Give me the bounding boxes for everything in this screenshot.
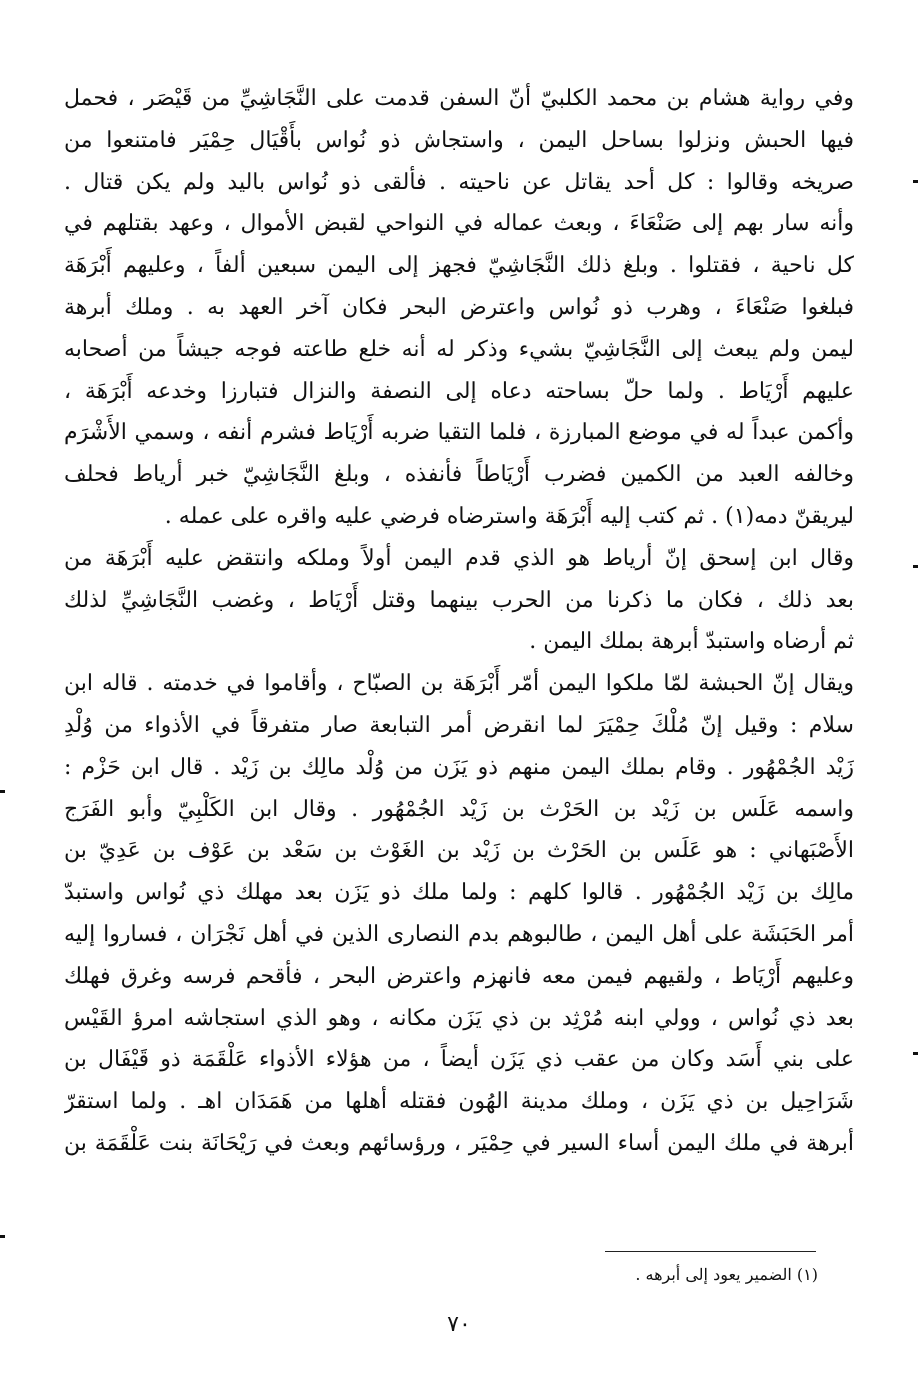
- text-line: مالِك بن زَيْد الجُمْهُور . قالوا كلهم : ولما ملك ذو يَزَن بعد مهلك ذي نُواس واستبدّ: [64, 880, 854, 906]
- text-line: واسمه عَلَس بن زَيْد بن الحَرْث بن زَيْد الجُمْهُور . وقال ابن الكَلْبِيّ وأبو الفَرَج: [64, 796, 854, 822]
- text-line: أبرهة في ملك اليمن أساء السير في حِمْيَر ، ورؤسائهم وبعث في رَيْحَانَة بنت عَلْقَمَة بن: [64, 1130, 854, 1156]
- text-line: ثم أرضاه واستبدّ أبرهة بملك اليمن .: [529, 629, 854, 655]
- margin-mark: [913, 180, 918, 183]
- text-line: صريخه وقالوا : كل أحد يقاتل عن ناحيته . فألقى ذو نُواس باليد ولم يكن قتال .: [64, 169, 854, 195]
- text-line: سلام : وقيل إنّ مُلْكَ حِمْيَرَ لما انقرض أمر التبابعة صار متفرقاً في الأذواء من وُلْدِ: [64, 712, 854, 738]
- margin-mark: [0, 1235, 5, 1238]
- text-line: ويقال إنّ الحبشة لمّا ملكوا اليمن أمّر أَبْرَهَة بن الصبّاح ، وأقاموا في خدمته . قاله ابن: [64, 671, 854, 697]
- text-line: فيها الحبش ونزلوا بساحل اليمن ، واستجاش ذو نُواس بأَقْيَال حِمْيَر فامتنعوا من: [64, 127, 854, 153]
- text-line: بعد ذي نُواس ، وولي ابنه مُرْثِد بن ذي يَزَن مكانه ، وهو الذي استجاشه امرؤ القَيْس: [64, 1005, 854, 1031]
- text-line: فبلغوا صَنْعَاءَ ، وهرب ذو نُواس واعترض البحر فكان آخر العهد به . وملك أبرهة: [64, 294, 854, 320]
- text-line: ليمن ولم يبعث إلى النَّجَاشِيّ بشيء وذكر له أنه خلع طاعته فوجه جيشاً من أصحابه: [64, 336, 854, 362]
- text-line: وفي رواية هشام بن محمد الكلبيّ أنّ السفن قدمت على النَّجَاشِيِّ من قَيْصَر ، فحمل: [64, 86, 854, 111]
- text-line: أمر الحَبَشَة على أهل اليمن ، طالبوهم بدم النصارى الذين في أهل نَجْرَان ، فساروا إليه: [64, 921, 854, 947]
- text-line: زَيْد الجُمْهُور . وقام بملك اليمن منهم ذو يَزَن من وُلْد مالِك بن زَيْد . قال ابن حَزْم :: [64, 754, 854, 780]
- text-line: ليريقنّ دمه(١) . ثم كتب إليه أَبْرَهَة واسترضاه فرضي عليه واقره على عمله .: [164, 503, 854, 529]
- body-text: [64, 78, 854, 1165]
- margin-mark: [913, 1052, 918, 1055]
- footnote: (١) الضمير يعود إلى أبرهه .: [635, 1265, 818, 1284]
- text-line: على بني أَسَد وكان من عقب ذي يَزَن أيضاً ، من هؤلاء الأذواء عَلْقَمَة ذو قَيْفَال بن: [64, 1047, 854, 1073]
- text-line: عليهم أَرْيَاط . ولما حلّ بساحته دعاه إلى النصفة والنزال فتبارزا وخدعه أَبْرَهَة ،: [64, 378, 854, 404]
- page-number: ٧٠: [447, 1312, 471, 1337]
- text-line: بعد ذلك ، فكان ما ذكرنا من الحرب بينهما وقتل أَرْيَاط ، وغضب النَّجَاشِيِّ لذلك: [64, 587, 854, 613]
- text-line: وأكمن عبداً له في موضع المبارزة ، فلما التقيا ضربه أَرْيَاط فشرم أنفه ، وسمي الأَشْرَم: [64, 420, 854, 446]
- text-line: وخالفه العبد من الكمين فضرب أَرْيَاطاً فأنفذه ، وبلغ النَّجَاشِيّ خبر أرياط فحلف: [64, 462, 854, 488]
- margin-mark: [913, 565, 918, 568]
- margin-mark: [0, 790, 5, 793]
- text-line: شَرَاحِيل بن ذي يَزَن ، وملك مدينة الهُون فقتله أهلها من هَمَدَان اهـ . ولما استقرّ: [64, 1089, 854, 1115]
- text-line: وأنه سار بهم إلى صَنْعَاءَ ، وبعث عماله في النواحي لقبض الأموال ، وعهد بقتلهم في: [64, 211, 854, 237]
- footnote-divider: [605, 1251, 816, 1252]
- text-line: كل ناحية ، فقتلوا . وبلغ ذلك النَّجَاشِيّ فجهز إلى اليمن سبعين ألفاً ، وعليهم أَبْرَهَة: [64, 253, 854, 279]
- text-line: وقال ابن إسحق إنّ أرياط هو الذي قدم اليمن أولاً وملكه وانتقض عليه أَبْرَهَة من: [64, 545, 854, 571]
- text-line: وعليهم أَرْيَاط ، ولقيهم فيمن معه فانهزم واعترض البحر ، فأقحم فرسه وغرق فهلك: [64, 963, 854, 989]
- text-line: الأَصْبَهاني : هو عَلَس بن الحَرْث بن زَيْد بن الغَوْث بن سَعْد بن عَوْف بن عَدِيّ بن: [64, 838, 854, 864]
